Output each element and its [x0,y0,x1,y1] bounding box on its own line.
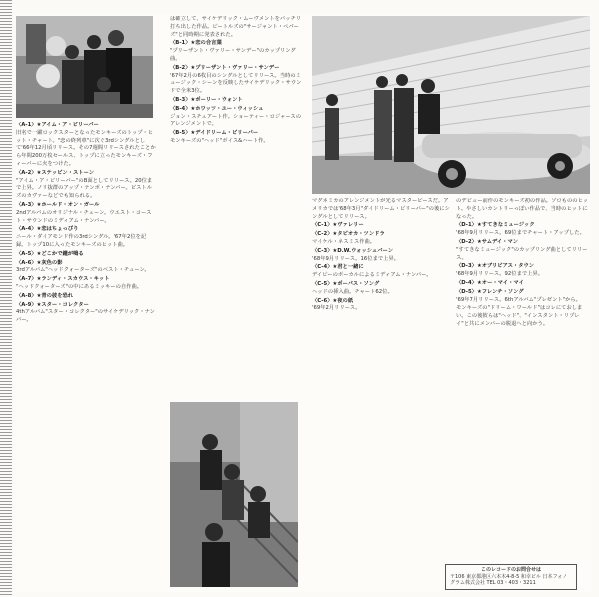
track-note [170,130,306,146]
track-heading: 〈B-5〉★デイドリーム・ビリーバー [170,130,259,137]
liner-notes-sheet [16,14,590,592]
track-note [312,298,452,314]
track-description: モンキーズの"ヘッド"ボイス&ハート作。 [170,137,269,144]
track-description: '69年2月リリース。 [312,305,361,312]
track-heading: 〈D-1〉★すてきなミュージック [456,222,535,229]
track-heading: 〈A-6〉★灰色の影 [16,259,63,266]
track-description: "ヘッドクォーターズ"の中にあるミッキーの自作曲。 [16,283,143,290]
track-note [170,16,306,39]
track-description: "アイム・ア・ビリーバー"のB面としてリリース。20位まで上昇。ノリ抜群のアップ・テンポ・ナンバー。ピストルズのカヴァーなどでも知られる。 [16,177,153,200]
track-description: のデビュー前作のモンキーズ初の作品。ソロもののヒット。やさしいカントリーっぽい作品で、当時のヒットになった。 [456,198,588,220]
track-description: 2ndアルバムのオリジナル・チューン。ウエスト・コースト・サウンドのミディアム・ナンバー。 [16,209,152,224]
track-note [16,170,156,201]
track-heading: 〈B-2〉★プリーザント・ヴァリー・サンデー [170,64,280,71]
track-description: "すてきなミュージック"のカップリング曲としてリリース。 [456,246,588,261]
track-note [312,264,452,280]
track-description: は確立して、サイケデリック・ムーヴメントをバッチリ打ち出した作品。ビートルズの"サージャント・ペパーズ"と同時期に発表された。 [170,16,302,38]
band-photo-stairs [170,402,298,587]
track-note [456,239,590,262]
track-note [16,202,156,225]
track-description: 4thアルバム"スター・コレクター"のサイケデリック・ナンバー。 [16,309,155,324]
track-heading: 〈A-8〉★青の彼を恐れ [16,292,74,299]
track-heading: 〈C-3〉★D.W.ウォッシュバーン [312,247,394,254]
track-heading: 〈C-2〉★タピオカ・ツンドラ [312,231,385,238]
track-heading: 〈B-4〉★ホワッツ・ユー・ウィッシュ [170,105,264,112]
track-description: '68年9月リリース。69位までチャート・アップした。 [456,230,585,237]
track-note [16,251,156,259]
track-heading: 〈A-9〉★スター・コレクター [16,301,89,308]
track-note [456,198,590,221]
track-note [170,65,306,96]
track-note [312,231,452,247]
track-description: マイケル・ネスミス作曲。 [312,238,376,245]
track-description: "プリーザント・ヴァリー・サンデー"のカップリング曲。 [170,48,296,62]
track-heading: 〈A-2〉★ステッピン・ストーン [16,169,95,176]
track-heading: 〈D-2〉★サムデイ・マン [456,238,519,245]
track-description: '68年9月リリース。92位まで上昇。 [456,271,544,278]
track-note [16,260,156,276]
text-column-2 [170,16,306,396]
contact-info-title: このレコードのお問合せは [480,567,541,573]
track-description: ニール・ダイアモンド作の3rdシングル。'67年2位を記録。トップ10に入ったモンキーズのヒット曲。 [16,234,147,248]
track-description: 旧名で一躍ロックスターとなったモンキーズのトップ・ヒット・チャート。"恋の終列車"に次ぐ3rdシングルとして'66年12月頃リリース。その7週間リリースされたことから年間200万枚セールス、トップに立ったモンキーズ・フィーバーに火をつけた。 [16,129,156,167]
track-heading: 〈A-1〉★アイム・ア・ビリーバー [16,122,99,128]
text-column-1 [16,122,156,588]
track-note [456,280,590,288]
track-note [170,97,306,105]
track-heading: 〈C-6〉★夜の紙 [312,297,354,304]
track-description: ジョン・スチュアート作。ショーティー・ロジャースのアレンジメントで。 [170,113,301,128]
track-heading: 〈B-3〉★ポーリー・ウォント [170,96,243,103]
track-note [312,281,452,297]
left-stripe-decoration [0,0,12,597]
track-note [456,305,590,328]
track-note [170,40,306,63]
band-photo-top-left [16,16,153,118]
band-photo-car [312,16,590,194]
track-description: 3rdアルバム"ヘッドクォーターズ"のベスト・チューン。 [16,267,150,274]
track-note [16,276,156,292]
track-description: '68年9月リリース。16位まで上昇。 [312,255,400,262]
track-description: ヘッドの挿入曲。チャート62位。 [312,288,393,295]
track-heading: 〈B-1〉★恋の合言葉 [170,40,222,47]
track-note [312,248,452,264]
track-note [456,263,590,279]
track-heading: 〈A-5〉★どこかで鐘が鳴る [16,250,84,257]
text-column-3 [312,198,452,588]
track-note [16,226,156,249]
track-note [312,198,452,221]
contact-info-box [445,564,577,590]
track-note [312,222,452,230]
track-heading: 〈D-5〉★フレンチ・ソング [456,288,524,295]
track-note [16,293,156,301]
track-description: '67年2月の6枚目のシングルとしてリリース。当時のミュージック・シーンを反映したサイケデリック・サウンドで全米3位。 [170,72,302,95]
track-note [456,222,590,238]
text-column-4 [456,198,590,570]
track-note [456,289,590,305]
track-description: マグネミカのアレンジメントが光るマスターピースだ。アメリカでは'68年3月"ダイドリーム・ビリーバー"の後にシングルとしてリリース。 [312,198,450,220]
track-description: モンキーズの"ドリーム・ワールド"はコレにておしまい。この後彼らは"ヘッド"、"インスタント・リプレイ"と共にメンバーの脱退へと向かう。 [456,305,583,327]
track-description: '69年7月リリース。6thアルバム"プレゼント"から。 [456,296,581,303]
track-note [16,302,156,325]
track-note [170,106,306,129]
track-heading: 〈A-7〉★ランディ・スカウス・キット [16,276,110,283]
track-heading: 〈C-1〉★ヴァレリー [312,222,364,229]
track-description: デイビーのボーカルによるミディアム・ナンバー。 [312,272,432,279]
contact-info-body: 〒106 東京都港区六本木4-8-5 和幸ビル 日本フォノグラム株式会社 TEL 03・403・3211 [450,573,568,587]
track-note [16,122,156,169]
track-heading: 〈C-4〉★君と一緒に [312,264,364,271]
track-heading: 〈A-4〉★恋はちょっぴり [16,226,79,233]
track-heading: 〈A-3〉★ホールド・オン・ガール [16,201,100,208]
track-heading: 〈C-5〉★ポーパス・ソング [312,280,380,287]
track-heading: 〈D-3〉★オブリビアス・タウン [456,263,535,270]
track-heading: 〈D-4〉★オー・マイ・マイ [456,279,524,286]
